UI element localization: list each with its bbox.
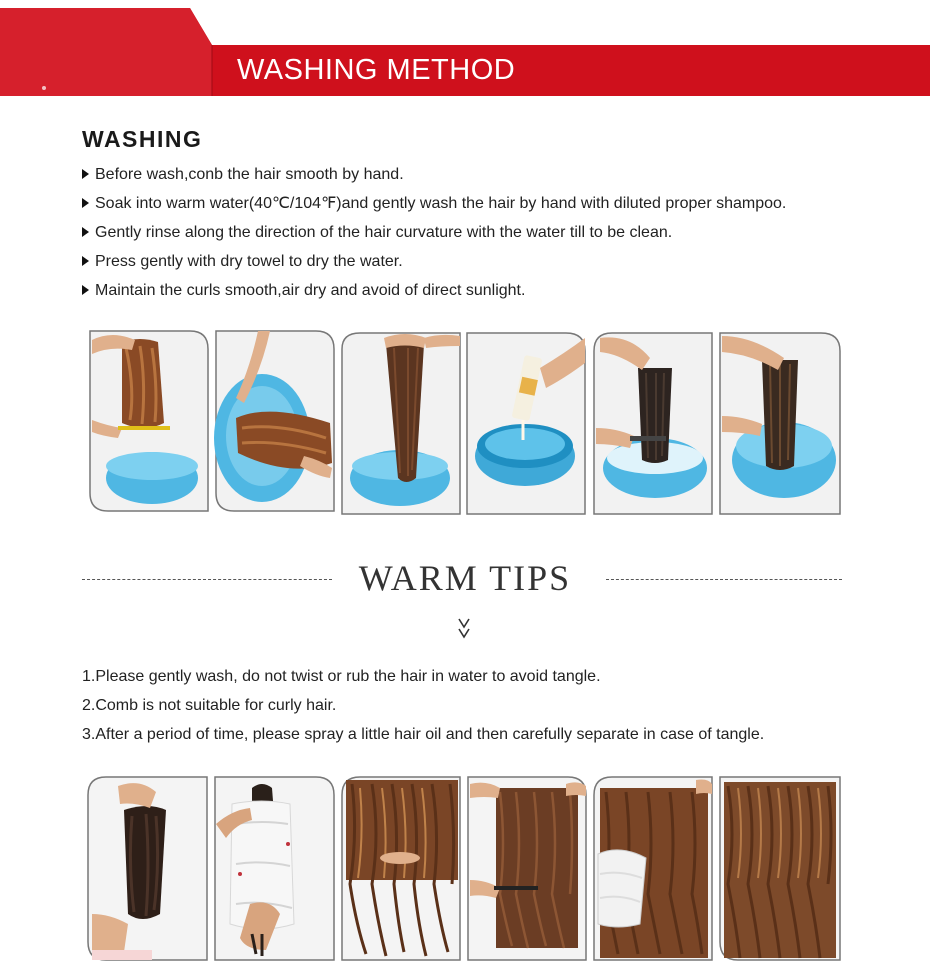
combing-weft-photo xyxy=(468,777,586,960)
right-dashed-divider xyxy=(606,579,842,580)
list-item xyxy=(82,247,786,276)
pouring-shampoo-photo xyxy=(467,333,585,514)
brushing-hair-in-water-photo xyxy=(594,333,712,514)
list-item xyxy=(82,160,786,189)
rinsing-hair-photo xyxy=(720,333,840,514)
soaking-hair-in-basin-photo xyxy=(214,331,334,511)
step-text: Gently rinse along the direction of the hair curvature with the water till to be clean. xyxy=(95,224,673,241)
washing-heading: WASHING xyxy=(82,126,203,152)
triangle-bullet-icon xyxy=(82,198,89,208)
step-text: Press gently with dry towel to dry the water. xyxy=(95,253,403,270)
drying-photos-row xyxy=(0,774,930,978)
list-item: 1.Please gently wash, do not twist or rub the hair in water to avoid tangle. xyxy=(82,668,601,685)
double-chevron-down-icon xyxy=(451,615,479,643)
washing-photos-row xyxy=(0,328,930,520)
list-item xyxy=(82,189,786,218)
weft-over-towel-photo xyxy=(594,777,712,960)
warm-tips-header xyxy=(0,555,930,605)
step-text: Before wash,conb the hair smooth by hand. xyxy=(95,166,404,183)
warm-tips-list xyxy=(82,662,764,749)
washing-steps-list xyxy=(82,160,786,305)
curly-weft-photo xyxy=(342,777,460,960)
triangle-bullet-icon xyxy=(82,256,89,266)
towel-drying-photo xyxy=(215,777,334,960)
list-item: 2.Comb is not suitable for curly hair. xyxy=(82,697,337,714)
triangle-bullet-icon xyxy=(82,285,89,295)
step-text: Soak into warm water(40℃/104℉)and gently wash the hair by hand with diluted proper shampoo. xyxy=(95,195,787,212)
list-item xyxy=(82,218,786,247)
list-item xyxy=(82,276,786,305)
dry-curly-weft-photo xyxy=(720,777,840,960)
holding-wet-hair-photo xyxy=(88,777,207,960)
step-text: Maintain the curls smooth,air dry and avoid of direct sunlight. xyxy=(95,282,526,299)
page-title: WASHING METHOD xyxy=(237,54,516,86)
combing-hair-photo xyxy=(90,331,208,511)
triangle-bullet-icon xyxy=(82,227,89,237)
triangle-bullet-icon xyxy=(82,169,89,179)
list-item: 3.After a period of time, please spray a little hair oil and then carefully separate in case of tangle. xyxy=(82,726,765,743)
dipping-hair-in-water-photo xyxy=(342,333,460,514)
warm-tips-title: WARM TIPS xyxy=(358,558,572,598)
